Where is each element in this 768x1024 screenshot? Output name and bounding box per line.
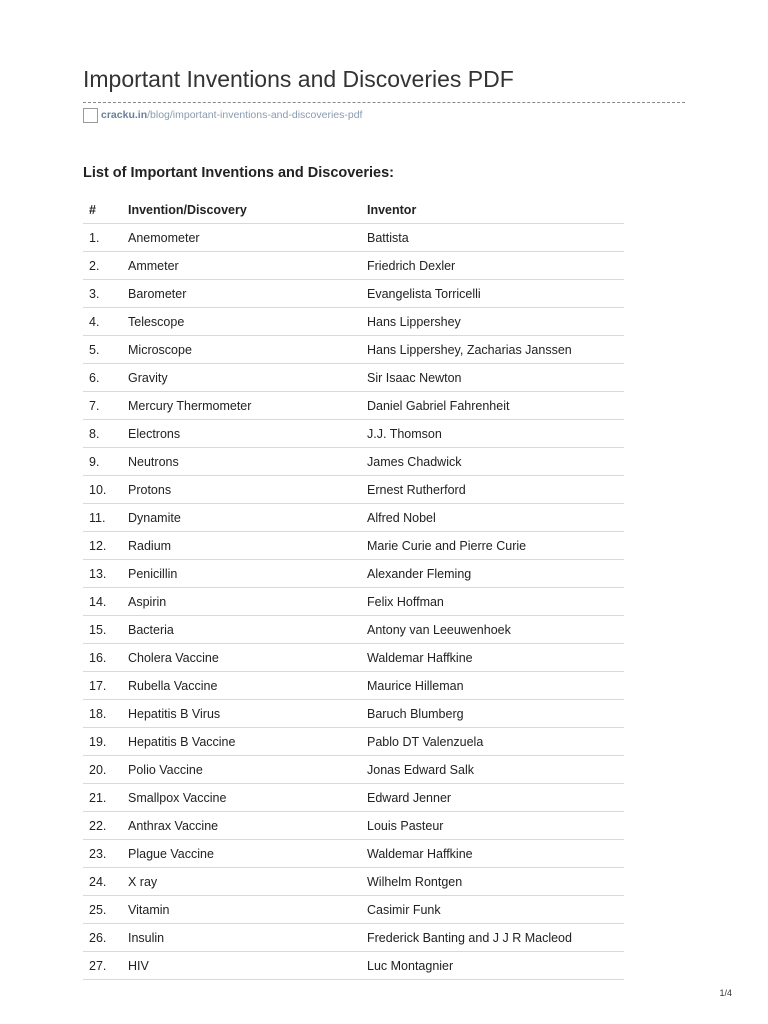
row-invention: Cholera Vaccine bbox=[128, 644, 367, 672]
table-row bbox=[83, 756, 624, 784]
page-number: 1/4 bbox=[719, 988, 732, 998]
row-number: 3. bbox=[83, 280, 128, 308]
row-inventor: Louis Pasteur bbox=[367, 812, 624, 840]
row-inventor: Waldemar Haffkine bbox=[367, 840, 624, 868]
row-number: 27. bbox=[83, 952, 128, 980]
table-row bbox=[83, 252, 624, 280]
table-row bbox=[83, 616, 624, 644]
row-invention: Radium bbox=[128, 532, 367, 560]
page-title: Important Inventions and Discoveries PDF bbox=[83, 66, 514, 92]
row-invention: Smallpox Vaccine bbox=[128, 784, 367, 812]
row-invention: Telescope bbox=[128, 308, 367, 336]
row-number: 24. bbox=[83, 868, 128, 896]
table-header-row bbox=[83, 196, 624, 224]
row-inventor: Sir Isaac Newton bbox=[367, 364, 624, 392]
row-number: 10. bbox=[83, 476, 128, 504]
table-row bbox=[83, 532, 624, 560]
row-inventor: Alfred Nobel bbox=[367, 504, 624, 532]
row-number: 21. bbox=[83, 784, 128, 812]
row-inventor: Antony van Leeuwenhoek bbox=[367, 616, 624, 644]
row-number: 12. bbox=[83, 532, 128, 560]
row-invention: Polio Vaccine bbox=[128, 756, 367, 784]
row-inventor: Ernest Rutherford bbox=[367, 476, 624, 504]
row-inventor: Evangelista Torricelli bbox=[367, 280, 624, 308]
row-inventor: Maurice Hilleman bbox=[367, 672, 624, 700]
row-number: 9. bbox=[83, 448, 128, 476]
row-invention: Neutrons bbox=[128, 448, 367, 476]
row-inventor: Casimir Funk bbox=[367, 896, 624, 924]
row-number: 5. bbox=[83, 336, 128, 364]
row-number: 19. bbox=[83, 728, 128, 756]
table-row bbox=[83, 560, 624, 588]
table-row bbox=[83, 812, 624, 840]
link-icon bbox=[83, 108, 98, 123]
row-inventor: J.J. Thomson bbox=[367, 420, 624, 448]
header-invention: Invention/Discovery bbox=[128, 196, 367, 224]
row-inventor: Hans Lippershey bbox=[367, 308, 624, 336]
row-invention: Hepatitis B Vaccine bbox=[128, 728, 367, 756]
row-invention: Microscope bbox=[128, 336, 367, 364]
table-row bbox=[83, 392, 624, 420]
table-row bbox=[83, 644, 624, 672]
row-number: 22. bbox=[83, 812, 128, 840]
table-row bbox=[83, 728, 624, 756]
row-invention: Anthrax Vaccine bbox=[128, 812, 367, 840]
row-number: 15. bbox=[83, 616, 128, 644]
source-url[interactable] bbox=[101, 109, 362, 121]
row-inventor: Battista bbox=[367, 224, 624, 252]
row-number: 1. bbox=[83, 224, 128, 252]
row-inventor: Jonas Edward Salk bbox=[367, 756, 624, 784]
row-inventor: Wilhelm Rontgen bbox=[367, 868, 624, 896]
row-inventor: Pablo DT Valenzuela bbox=[367, 728, 624, 756]
row-inventor: Felix Hoffman bbox=[367, 588, 624, 616]
row-inventor: Edward Jenner bbox=[367, 784, 624, 812]
row-inventor: Luc Montagnier bbox=[367, 952, 624, 980]
table-row bbox=[83, 952, 624, 980]
row-number: 14. bbox=[83, 588, 128, 616]
table-row bbox=[83, 784, 624, 812]
row-number: 17. bbox=[83, 672, 128, 700]
row-number: 7. bbox=[83, 392, 128, 420]
row-number: 4. bbox=[83, 308, 128, 336]
row-invention: Insulin bbox=[128, 924, 367, 952]
table-row bbox=[83, 336, 624, 364]
row-invention: Ammeter bbox=[128, 252, 367, 280]
table-row bbox=[83, 924, 624, 952]
row-inventor: Alexander Fleming bbox=[367, 560, 624, 588]
table-row bbox=[83, 896, 624, 924]
row-inventor: Frederick Banting and J J R Macleod bbox=[367, 924, 624, 952]
row-invention: Penicillin bbox=[128, 560, 367, 588]
table-row bbox=[83, 588, 624, 616]
table-row bbox=[83, 420, 624, 448]
row-invention: Gravity bbox=[128, 364, 367, 392]
table-row bbox=[83, 448, 624, 476]
row-number: 6. bbox=[83, 364, 128, 392]
header-inventor: Inventor bbox=[367, 196, 624, 224]
table-row bbox=[83, 224, 624, 252]
row-inventor: Daniel Gabriel Fahrenheit bbox=[367, 392, 624, 420]
row-invention: Rubella Vaccine bbox=[128, 672, 367, 700]
row-number: 8. bbox=[83, 420, 128, 448]
row-number: 13. bbox=[83, 560, 128, 588]
row-invention: Electrons bbox=[128, 420, 367, 448]
source-path: /blog/important-inventions-and-discoveries-pdf bbox=[147, 109, 363, 121]
table-row bbox=[83, 364, 624, 392]
source-link[interactable] bbox=[83, 106, 362, 124]
row-invention: Mercury Thermometer bbox=[128, 392, 367, 420]
row-invention: HIV bbox=[128, 952, 367, 980]
row-number: 26. bbox=[83, 924, 128, 952]
header-number: # bbox=[83, 196, 128, 224]
row-inventor: James Chadwick bbox=[367, 448, 624, 476]
row-invention: Anemometer bbox=[128, 224, 367, 252]
title-divider bbox=[83, 102, 685, 103]
table-row bbox=[83, 308, 624, 336]
table-row bbox=[83, 840, 624, 868]
table-row bbox=[83, 476, 624, 504]
row-number: 16. bbox=[83, 644, 128, 672]
row-inventor: Marie Curie and Pierre Curie bbox=[367, 532, 624, 560]
row-number: 20. bbox=[83, 756, 128, 784]
table-body bbox=[83, 224, 624, 980]
row-invention: Aspirin bbox=[128, 588, 367, 616]
table-row bbox=[83, 868, 624, 896]
row-invention: Plague Vaccine bbox=[128, 840, 367, 868]
row-invention: Vitamin bbox=[128, 896, 367, 924]
row-number: 25. bbox=[83, 896, 128, 924]
row-invention: Hepatitis B Virus bbox=[128, 700, 367, 728]
row-invention: Dynamite bbox=[128, 504, 367, 532]
row-invention: Protons bbox=[128, 476, 367, 504]
row-number: 2. bbox=[83, 252, 128, 280]
table-row bbox=[83, 504, 624, 532]
table-row bbox=[83, 280, 624, 308]
table-row bbox=[83, 700, 624, 728]
row-invention: Barometer bbox=[128, 280, 367, 308]
table-row bbox=[83, 672, 624, 700]
row-inventor: Friedrich Dexler bbox=[367, 252, 624, 280]
row-invention: X ray bbox=[128, 868, 367, 896]
row-number: 18. bbox=[83, 700, 128, 728]
section-heading: List of Important Inventions and Discoveries: bbox=[83, 165, 394, 181]
row-inventor: Waldemar Haffkine bbox=[367, 644, 624, 672]
row-invention: Bacteria bbox=[128, 616, 367, 644]
row-number: 23. bbox=[83, 840, 128, 868]
row-number: 11. bbox=[83, 504, 128, 532]
row-inventor: Baruch Blumberg bbox=[367, 700, 624, 728]
inventions-table bbox=[83, 196, 624, 980]
source-domain: cracku.in bbox=[101, 109, 148, 121]
row-inventor: Hans Lippershey, Zacharias Janssen bbox=[367, 336, 624, 364]
